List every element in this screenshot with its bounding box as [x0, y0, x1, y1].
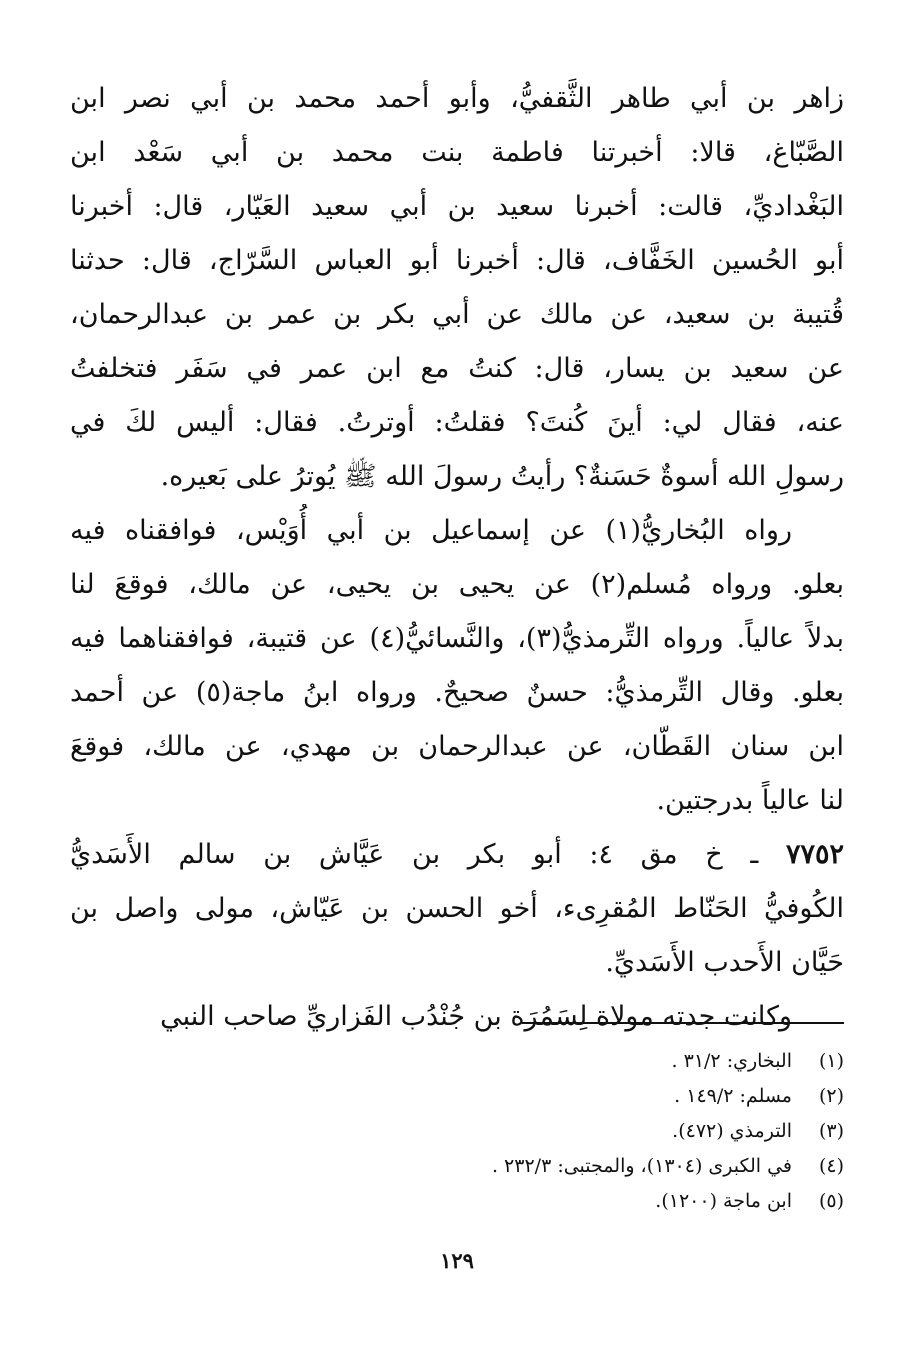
footnote — [70, 1114, 844, 1149]
text-line: بدلاً عالياً. ورواه التِّرمذيُّ(٣)، والنَّسائيُّ(٤) عن قتيبة، فوافقناهما فيه — [70, 623, 844, 654]
text-line: لنا عالياً بدرجتين. — [656, 785, 844, 816]
footnote-number: (٤) — [818, 1155, 844, 1177]
footnote-number: (٣) — [818, 1120, 844, 1142]
footnote-text: البخاري: ٣١/٢ . — [671, 1050, 792, 1072]
text-line: عنه، فقال لي: أينَ كُنتَ؟ فقلتُ: أوترتُ. فقال: أليس لكَ في — [70, 407, 844, 438]
text-line: أبو الحُسين الخَفَّاف، قال: أخبرنا أبو العباس السَّرّاج، قال: حدثنا — [70, 245, 844, 276]
footnote-text: في الكبرى (١٣٠٤)، والمجتبى: ٢٣٢/٣ . — [491, 1155, 792, 1177]
text-line: رواه البُخاريُّ(١) عن إسماعيل بن أبي أُوَيْس، فوافقناه فيه — [70, 515, 792, 546]
text-line: الصَّبّاغ، قالا: أخبرتنا فاطمة بنت محمد بن أبي سَعْد ابن — [70, 137, 844, 168]
footnote-text: مسلم: ١٤٩/٢ . — [674, 1085, 792, 1107]
footnote-number: (١) — [818, 1050, 844, 1072]
text-line: رسولِ الله أسوةٌ حَسَنةٌ؟ رأيتُ رسولَ الله ﷺ يُوترُ على بَعيره. — [160, 461, 844, 492]
footnote-text: ابن ماجة (١٢٠٠). — [655, 1190, 792, 1212]
text-line: بعلو. ورواه مُسلم(٢) عن يحيى بن يحيى، عن مالك، فوقعَ لنا — [70, 569, 844, 600]
text-line: قُتيبة بن سعيد، عن مالك عن أبي بكر بن عمر بن عبدالرحمان، — [70, 299, 844, 330]
footnote — [70, 1044, 844, 1079]
text-line: بعلو. وقال التِّرمذيُّ: حسنٌ صحيحٌ. ورواه ابنُ ماجة(٥) عن أحمد — [70, 677, 844, 708]
entry-heading-line — [70, 828, 844, 882]
text-line: عن سعيد بن يسار، قال: كنتُ مع ابن عمر في سَفَر فتخلفتُ — [70, 353, 844, 384]
footnote-text: الترمذي (٤٧٢). — [672, 1120, 792, 1142]
text-line: ابن سنان القَطّان، عن عبدالرحمان بن مهدي، عن مالك، فوقعَ — [70, 731, 844, 762]
text-line: وكانت جدته مولاة لِسَمُرَة بن جُنْدُب الفَزاريِّ صاحب النبي — [160, 1001, 792, 1032]
entry-number: ٧٧٥٢ — [785, 839, 844, 870]
page-number: ١٢٩ — [440, 1248, 474, 1273]
footnote-number: (٢) — [818, 1085, 844, 1107]
text-line: زاهر بن أبي طاهر الثَّقفيُّ، وأبو أحمد محمد بن أبي نصر ابن — [70, 83, 844, 114]
text-line: البَغْداديِّ، قالت: أخبرنا سعيد بن أبي سعيد العَيّار، قال: أخبرنا — [70, 191, 844, 222]
footnotes — [70, 1044, 844, 1219]
entry-heading-text: ـ خ مق ٤: أبو بكر بن عَيَّاش بن سالم الأَسَديُّ — [70, 839, 786, 870]
main-text — [70, 72, 844, 1044]
footnote — [70, 1149, 844, 1184]
footnote-divider — [522, 1022, 844, 1024]
footnote — [70, 1079, 844, 1114]
footnote-number: (٥) — [818, 1190, 844, 1212]
text-line: الكُوفيُّ الحَنّاط المُقرِىء، أخو الحسن بن عَيّاش، مولى واصل بن — [70, 893, 844, 924]
footnote — [70, 1184, 844, 1219]
text-line: حَيَّان الأَحدب الأَسَديِّ. — [605, 947, 844, 978]
